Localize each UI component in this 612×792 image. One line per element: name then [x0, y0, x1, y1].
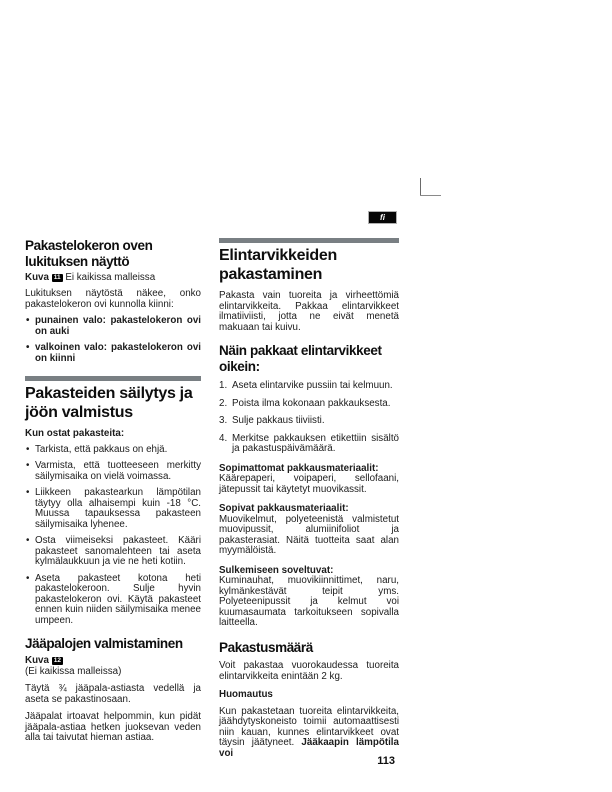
figure-reference-12	[25, 655, 201, 666]
material-group-text: Käärepaperi, voipaperi, sellofaani, jätepussit tai käytetyt muovikassit.	[219, 473, 399, 495]
ice-cubes-paragraph: Täytä ¾ jääpala-astiasta vedellä ja aseta se pakastinosaan.	[25, 683, 201, 705]
list-item: • Aseta pakasteet kotona heti pakastelokeroon. Sulje hyvin pakastelokeron ovi. Käytä pakasteet ennen kuin niiden säilymisaika menee umpeen.	[25, 574, 201, 627]
ice-cubes-paragraph: Jääpalat irtoavat helpommin, kun pidät jääpala-astiaa hetken juoksevan veden alla tai taivutat hieman astiaa.	[25, 711, 201, 743]
note-bold-tail: Jääkaapin lämpötila voi	[219, 737, 399, 759]
list-item: Merkitse pakkauksen etikettiin sisältö ja pakastuspäivämäärä.	[232, 432, 399, 454]
list-item: Poista ilma kokonaan pakkauksesta.	[232, 397, 391, 409]
material-group-sealing	[219, 566, 399, 629]
section-title-frozen-food-storage: Pakasteiden säilytys ja jöön valmistus	[25, 385, 193, 421]
frozen-food-bullet-list	[25, 445, 201, 627]
list-item: • punainen valo: pakastelokeron ovi on auki	[25, 316, 201, 337]
material-group-label: Sulkemiseen soveltuvat:	[219, 564, 334, 576]
list-item: • Varmista, että tuotteeseen merkitty säilymisaika on vielä voimassa.	[25, 461, 201, 482]
right-column	[219, 233, 399, 759]
section-title-ice-cubes: Jääpalojen valmistaminen	[25, 636, 183, 651]
material-group-label: Sopivat pakkausmateriaalit:	[219, 503, 349, 514]
section-divider-bar	[25, 376, 201, 381]
material-group-label: Sopimattomat pakkausmateriaalit:	[219, 462, 379, 474]
material-group-text: Muovikelmut, polyeteenistä valmistetut muovipussit, alumiinifoliot ja pakasterasiat. Näitä tuotteita saat alan myymälöistä.	[219, 513, 399, 556]
section-divider-bar	[219, 238, 399, 243]
section-title-lock-indicator: Pakastelokeron oven lukituksen näyttö	[25, 238, 153, 269]
page-number: 113	[377, 755, 395, 767]
list-item: • Osta viimeiseksi pakasteet. Kääri pakasteet sanomalehteen tai aseta kylmälaukkuun ja vie ne heti kotiin.	[25, 536, 201, 568]
ice-cubes-note: (Ei kaikissa malleissa)	[25, 665, 122, 677]
crop-mark-horizontal	[420, 195, 441, 196]
note-label: Huomautus	[219, 689, 273, 700]
figure-number-badge: 12	[53, 656, 61, 664]
list-item: Aseta elintarvike pussiin tai kelmuun.	[232, 380, 393, 391]
material-group-text: Kuminauhat, muovikiinnittimet, naru, kylmänkestävät teipit yms. Polyeteenipussit ja kelmut voi kuumasaumata tarkoitukseen sopivalla laitteella.	[219, 575, 399, 628]
note-paragraph	[219, 707, 399, 760]
packing-steps-list	[219, 381, 399, 455]
frozen-food-lead: Kun ostat pakasteita:	[25, 428, 125, 439]
list-item: • Liikkeen pakastearkun lämpötilan täytyy olla alhaisempi kuin -18 °C. Muussa tapauksessa pakasteen säilymisaika lyhenee.	[25, 488, 201, 530]
figure-number-badge: 11	[53, 274, 61, 281]
section-title-freezing-food: Elintarvikkeiden pakastaminen	[219, 247, 337, 283]
list-item: • valkoinen valo: pakastelokeron ovi on kiinni	[25, 343, 201, 364]
lock-indicator-intro: Lukituksen näytöstä näkee, onko pakastelokeron ovi kunnolla kiinni:	[25, 288, 201, 310]
freezing-food-intro: Pakasta vain tuoreita ja virheettömiä elintarvikkeita. Pakkaa elintarvikkeet ilmatiiviisti, jotta ne eivät menetä makuaan tai kuivu.	[219, 290, 399, 333]
subheading-packing-correctly: Näin pakkaat elintarvikkeet oikein:	[219, 343, 382, 374]
lock-indicator-bullet-list	[25, 316, 201, 364]
section-title-freezing-capacity: Pakastusmäärä	[219, 639, 313, 655]
list-item: Sulje pakkaus tiiviisti.	[232, 415, 325, 426]
material-group-suitable	[219, 504, 399, 557]
figure-label: Kuva	[25, 654, 49, 666]
note-text: Kun pakastetaan tuoreita elintarvikkeita, jäähdytyskoneisto toimii automaattisesti niin kauan, kunnes elintarvikkeet ovat täysin jäätyneet.	[219, 705, 399, 748]
figure-label: Kuva	[25, 272, 49, 283]
left-column	[25, 238, 201, 744]
material-group-unsuitable	[219, 464, 399, 496]
crop-mark-vertical	[420, 178, 421, 196]
figure-reference-11	[25, 272, 201, 283]
figure-note: Ei kaikissa malleissa	[65, 272, 156, 283]
list-item: • Tarkista, että pakkaus on ehjä.	[25, 445, 201, 456]
freezing-capacity-intro: Voit pakastaa vuorokaudessa tuoreita elintarvikkeita enintään 2 kg.	[219, 660, 399, 682]
language-badge: fi	[368, 211, 397, 224]
